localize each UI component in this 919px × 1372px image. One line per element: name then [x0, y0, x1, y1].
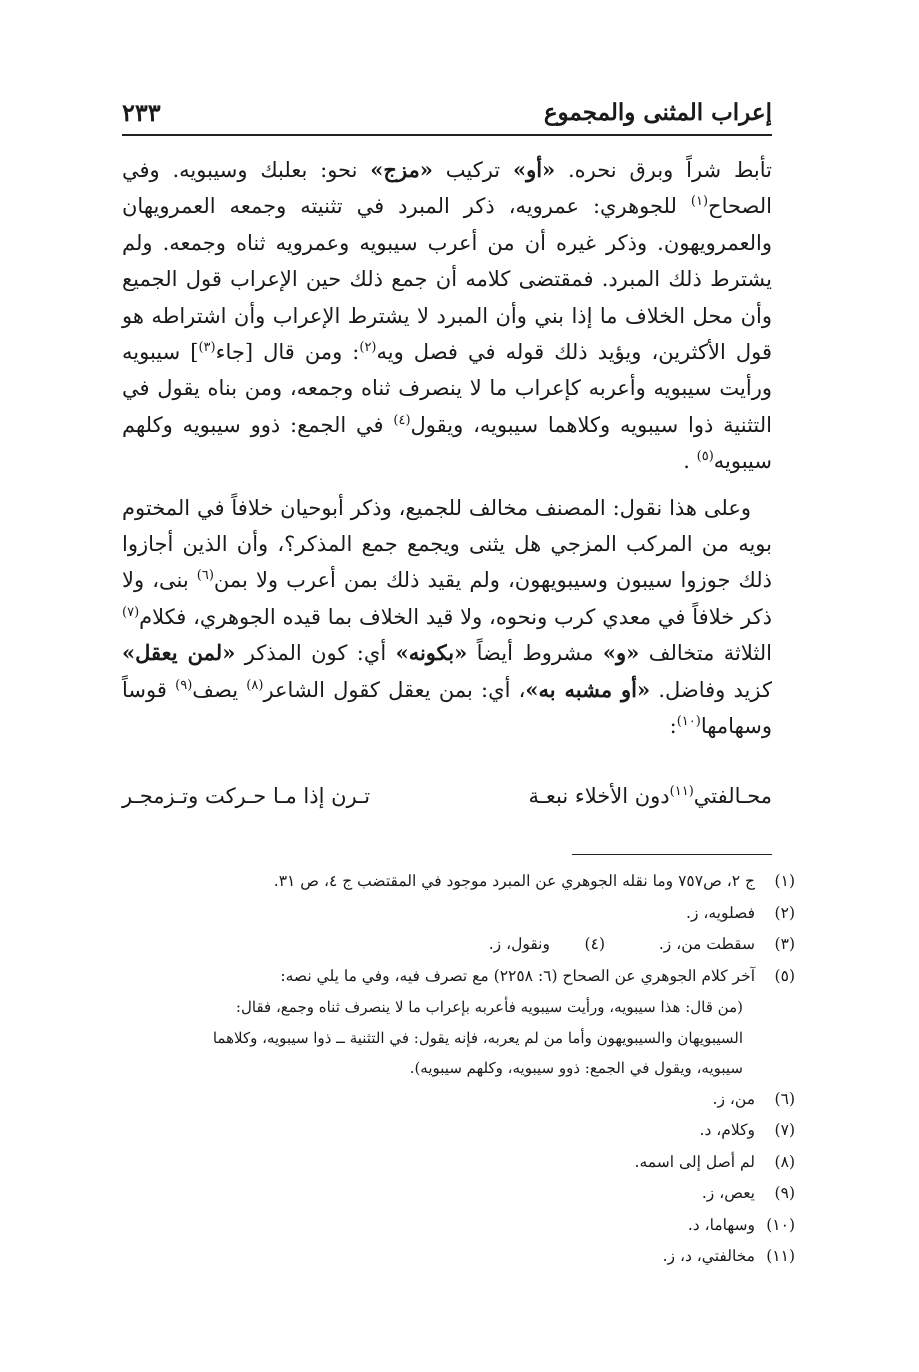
footnote-ref: (٢) [359, 340, 377, 356]
header-rule [122, 134, 772, 136]
footnote: (٧) وكلام، د. [699, 1121, 795, 1139]
footnote: (١) ج ٢، ص٧٥٧ وما نقله الجوهري عن المبرد موجود في المقتضب ج ٤، ص ٣١. [273, 872, 795, 890]
footnote: (٢) فصلويه، ز. [686, 903, 795, 922]
running-title: إعراب المثنى والمجموع [543, 98, 772, 126]
footnote: (٦) من، ز. [712, 1089, 795, 1108]
footnote: (٨) لم أصل إلى اسمه. [634, 1152, 795, 1171]
poetry-verse [122, 778, 772, 814]
paragraph-1: تأبط شراً وبرق نحره. «أو» تركيب «مزج» نحو: بعلبك وسيبويه. وفي الصحاح$^{(١)}$ للجوهري: عمرويه، ذكر المبرد في تثنيته وجمعه العمرويهان والعمرويهون. وذكر غيره أن من أعرب سيبويه وعمرويه ثناه وجمعه. ولم يشترط ذلك المبرد. فمقتضى كلامه أن جمع ذلك حين الإعراب قول الجميع وأن محل الخلاف ما إذا بني وأن المبرد لا يشترط الإعراب وأن اشتراطه هو قول الأكثرين، ويؤيد ذلك قوله في فصل ويه$^{(٢)}$: ومن قال [جاء$^{(٣)}$] سيبويه ورأيت سيبويه وأعربه كإعراب ما لا ينصرف ثناه وجمعه، ومن بناه يقول في التثنية ذوا سيبويه وكلاهما سيبويه، ويقول$^{(٤)}$ في الجمع: ذوو سيبويه وكلهم سيبويه$^{(٥)}$ . [122, 157, 773, 474]
footnote-ref: (٦) [196, 568, 214, 584]
footnote-ref: (١) [690, 194, 709, 210]
footnote-separator [572, 854, 772, 855]
main-text [122, 152, 772, 745]
verse-second-hemistich: تـرن إذا مـا حـركت وتـزمجـر [122, 784, 371, 808]
footnote: (٩) يعص، ز. [701, 1184, 795, 1202]
footnote-ref: (١٠) [676, 714, 701, 730]
footnotes [150, 866, 795, 1273]
footnote-ref: (٧) [122, 604, 140, 620]
footnote: (١٠) وسهاما، د. [687, 1215, 795, 1234]
footnote: (٥) آخر كلام الجوهري عن الصحاح (٦: ٢٢٥٨) مع تصرف فيه، وفي ما يلي نصه: [280, 966, 795, 985]
footnote: (١١) مخالفتي، د، ز. [662, 1247, 795, 1265]
paragraph-2: وعلى هذا نقول: المصنف مخالف للجميع، وذكر أبوحيان خلافاً في المختوم بويه من المركب المزجي هل يثنى ويجمع جمع المذكر؟، وأن الذين أجازوا ذلك جوزوا سيبون وسيبويهون، ولم يقيد ذلك بمن أعرب ولا بمن$^{(٦)}$ بنى، ولا ذكر خلافاً في معدي كرب ونحوه، ولا قيد الخلاف بما قيده الجوهري، فكلام$^{(٧)}$ الثلاثة متخالف «و» مشروط أيضاً «بكونه» أي: كون المذكر «لمن يعقل» كزيد وفاضل. «أو مشبه به»، أي: بمن يعقل كقول الشاعر$^{(٨)}$ يصف$^{(٩)}$ قوساً وسهامها$^{(١٠)}$: [122, 495, 773, 739]
footnote-ref: (٤) [393, 412, 411, 428]
page-number: ٢٣٣ [122, 97, 161, 127]
footnote-ref: (١١) [669, 784, 694, 799]
footnote-ref: (٨) [246, 677, 264, 693]
footnote-ref: (٥) [696, 449, 714, 465]
footnote-quote: (من قال: هذا سيبويه، ورأيت سيبويه فأعربه بإعراب ما لا ينصرف ثناه وجمع، فقال: السيبويهان والسيبويهون وأما من لم يعربه، فإنه يقول: في التثنية ــ ذوا سيبويه، وكلاهما سيبويه، ويقول في الجمع: ذوو سيبويه، وكلهم سيبويه). [212, 998, 743, 1077]
page-header [122, 92, 772, 132]
verse-first-hemistich: محـالفتي$^{(١١)}$دون الأخلاء نبعـة [528, 784, 772, 808]
footnote-ref: (٩) [175, 677, 193, 693]
footnote: (٣) سقطت من، ز. (٤) ونقول، ز. [488, 935, 795, 953]
footnote-ref: (٣) [198, 340, 216, 356]
